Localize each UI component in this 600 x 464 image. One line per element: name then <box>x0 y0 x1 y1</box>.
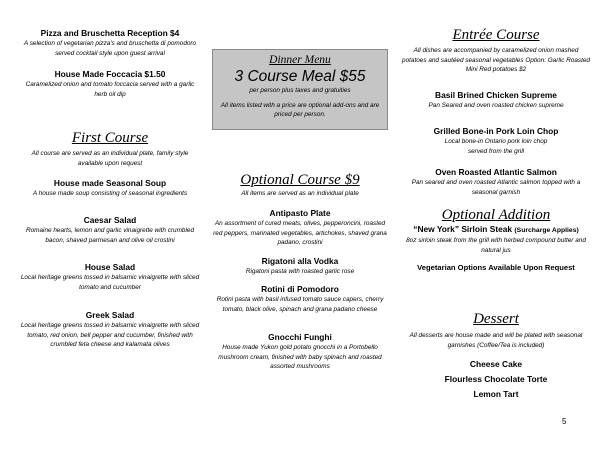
menu-item-desc: Rigatoni pasta with roasted garlic rose <box>245 268 355 275</box>
menu-item-title: Rigatoni alla Vodka <box>261 256 339 266</box>
list-item <box>20 215 200 245</box>
menu-item-title: Gnocchi Funghi <box>268 332 332 342</box>
first-course-note: All course are served as an individual plate, family style available upon request <box>31 150 189 167</box>
first-course-title: First Course <box>71 130 149 146</box>
steak-desc: 8oz sirloin steak from the grill with herbed compound butter and natural jus <box>406 237 586 254</box>
optional-addition-title: Optional Addition <box>441 207 551 223</box>
list-item <box>20 262 200 292</box>
optional-course-title: Optional Course $9 <box>240 172 360 188</box>
list-item <box>20 178 200 199</box>
list-item <box>402 167 590 197</box>
menu-item-title: Grilled Bone-in Pork Loin Chop <box>433 126 559 136</box>
menu-item-desc: A house made soup consisting of seasonal ingredients <box>32 190 188 197</box>
list-item <box>212 208 388 248</box>
menu-item-title: Rotini di Pomodoro <box>261 284 339 294</box>
menu-item-desc: Romaine hearts, lemon and garlic vinaigrette with crumbled bacon, shaved parmesan and olive oil crostini <box>25 227 194 244</box>
reception-title: Pizza and Bruschetta Reception $4 <box>40 28 180 38</box>
dinner-menu-box <box>212 49 388 130</box>
optional-addition-block <box>402 206 590 255</box>
menu-item-desc: Local heritage greens tossed in balsamic vinaigrette with sliced tomato and cucumber <box>20 274 200 291</box>
menu-item-desc: House made Yukon gold potato gnocchi in a Portobello mushroom cream, finished with baby spinach and roasted assorted mushrooms <box>218 344 382 371</box>
menu-item-desc: Local heritage greens tossed in balsamic vinaigrette with sliced tomato, red onion, bell pepper and cucumber, finished with crumbled feta cheese and kalamata olives <box>20 322 200 349</box>
dinner-menu-sub: per person plus taxes and gratuities <box>249 87 351 94</box>
dessert-title: Dessert <box>473 311 519 327</box>
steak-title <box>402 224 590 236</box>
foccacia-title: House Made Foccacia $1.50 <box>54 69 166 79</box>
menu-item-desc: An assortment of cured meats, olives, pepperoncini, roasted red peppers, marinated vegetables, artichokes, shaved grana padano, crostini <box>213 220 387 247</box>
menu-item-title: House made Seasonal Soup <box>53 178 167 188</box>
dessert-block <box>402 310 590 400</box>
page-number: 5 <box>562 417 567 426</box>
dessert-note: All desserts are house made and will be plated with seasonal garnishes (Coffee/Tea is included) <box>409 332 583 349</box>
list-item <box>212 256 388 277</box>
steak-name: “New York” Sirloin Steak <box>413 224 513 234</box>
list-item <box>402 90 590 111</box>
menu-item-desc: Local bone-in Ontario pork loin chop served from the grill <box>444 138 548 155</box>
menu-item-desc: Pan seared and oven roasted Atlantic salmon topped with a seasonal garnish <box>411 179 581 196</box>
entree-note: All dishes are accompanied by caramelized onion mashed potatoes and sautéed seasonal vegetables Option: Garlic Roasted Mini Red potatoes $2 <box>402 47 590 74</box>
menu-item-desc: Rotini pasta with basil infused tomato sauce capers, cherry tomato, black olive, spinach and grana padano cheese <box>216 296 384 313</box>
list-item <box>212 284 388 314</box>
dinner-menu-heading: Dinner Menu <box>269 54 331 66</box>
dinner-menu-price: 3 Course Meal $55 <box>234 68 366 85</box>
foccacia-block <box>20 69 200 99</box>
dessert-item: Cheese Cake <box>469 359 523 370</box>
menu-item-title: Basil Brined Chicken Supreme <box>435 90 557 100</box>
first-course-header <box>20 129 200 168</box>
entree-title: Entrée Course <box>452 27 540 43</box>
menu-item-title: Greek Salad <box>85 310 135 320</box>
list-item <box>20 310 200 350</box>
reception-desc: A selection of vegetarian pizza's and bruschetta di pomodoro served cocktail style upon guest arrival <box>23 40 197 57</box>
foccacia-desc: Caramelized onion and tomato foccacia served with a garlic herb oil dip <box>25 81 195 98</box>
list-item <box>212 332 388 372</box>
entree-header <box>402 26 590 75</box>
steak-surcharge: (Surcharge Applies) <box>514 227 579 234</box>
dessert-item: Lemon Tart <box>473 389 519 400</box>
menu-item-desc: Pan Seared and oven roasted chicken supreme <box>428 102 564 109</box>
optional-course-note: All items are served as an individual plate <box>241 190 359 197</box>
vegetarian-note-block <box>402 262 590 273</box>
menu-item-title: Oven Roasted Atlantic Salmon <box>435 167 557 177</box>
dinner-menu-note: All items listed with a price are optional add-ons and are priced per person. <box>220 101 380 119</box>
optional-course-header <box>212 171 388 199</box>
dessert-item: Flourless Chocolate Torte <box>444 374 548 385</box>
list-item <box>402 126 590 156</box>
vegetarian-note: Vegetarian Options Available Upon Request <box>417 263 575 272</box>
menu-item-title: Caesar Salad <box>83 215 137 225</box>
menu-item-title: Antipasto Plate <box>269 208 331 218</box>
menu-item-title: House Salad <box>84 262 136 272</box>
reception-block <box>20 28 200 58</box>
